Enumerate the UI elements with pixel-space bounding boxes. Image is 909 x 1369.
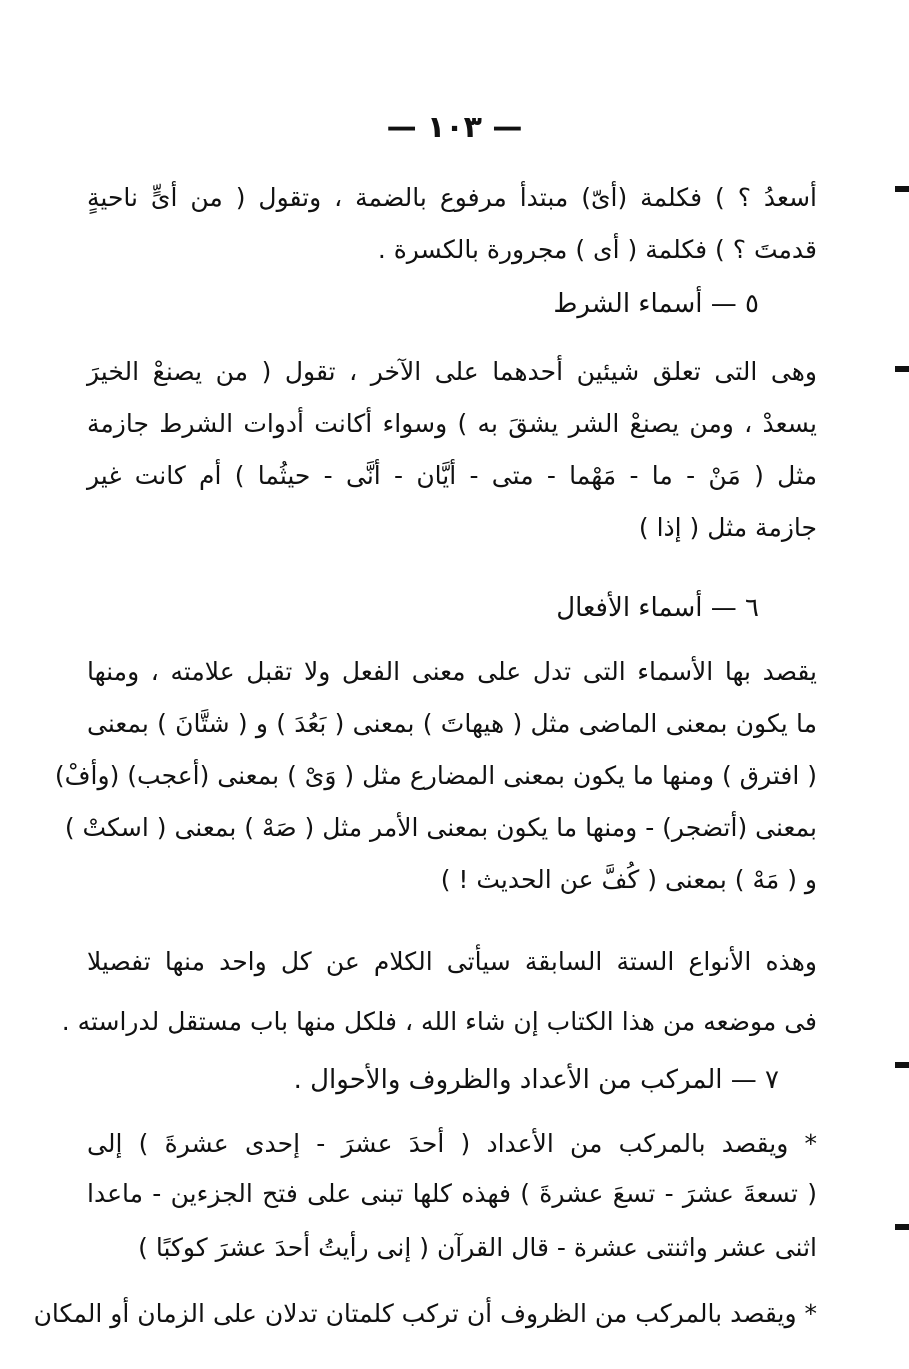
section-heading-5: ٥ — أسماء الشرط [553, 289, 759, 319]
scan-edge-mark [895, 366, 909, 372]
text-line: قدمتَ ؟ ) فكلمة ( أى ) مجرورة بالكسرة . [377, 235, 817, 264]
text-line: * ويقصد بالمركب من الأعداد ( أحدَ عشرَ - إحدى عشرةَ ) إلى [87, 1129, 817, 1158]
page-number: — ١٠٣ — [386, 110, 523, 145]
text-line: اثنى عشر واثنتى عشرة - قال القرآن ( إنى رأيتُ أحدَ عشرَ كوكبًا ) [138, 1233, 817, 1262]
text-line: * ويقصد بالمركب من الظروف أن تركب كلمتان تدلان على الزمان أو المكان [33, 1299, 817, 1328]
text-line: يقصد بها الأسماء التى تدل على معنى الفعل ولا تقبل علامته ، ومنها [87, 657, 817, 686]
text-line: يسعدْ ، ومن يصنعْ الشر يشقَ به ) وسواء أكانت أدوات الشرط جازمة [87, 409, 817, 438]
text-line: جازمة مثل ( إذا ) [638, 513, 817, 542]
section-heading-6: ٦ — أسماء الأفعال [556, 593, 759, 623]
text-line: وهذه الأنواع الستة السابقة سيأتى الكلام عن كل واحد منها تفصيلا [87, 947, 817, 976]
text-line: بمعنى (أتضجر) - ومنها ما يكون بمعنى الأمر مثل ( صَهْ ) بمعنى ( اسكتْ ) [64, 813, 817, 842]
scan-edge-mark [895, 1224, 909, 1230]
text-line: فى موضعه من هذا الكتاب إن شاء الله ، فلكل منها باب مستقل لدراسته . [61, 1007, 817, 1036]
scan-edge-mark [895, 1062, 909, 1068]
text-line: أسعدُ ؟ ) فكلمة (أىّ) مبتدأ مرفوع بالضمة ، وتقول ( من أىٍّ ناحيةٍ [87, 183, 817, 212]
text-line: ما يكون بمعنى الماضى مثل ( هيهاتَ ) بمعنى ( بَعُدَ ) و ( شتَّانَ ) بمعنى [87, 709, 817, 738]
text-line: ( افترق ) ومنها ما يكون بمعنى المضارع مثل ( وَىْ ) بمعنى (أعجب) (وأفْ) [54, 761, 817, 790]
text-line: و ( مَهْ ) بمعنى ( كُفَّ عن الحديث ! ) [440, 865, 817, 894]
text-line: وهى التى تعلق شيئين أحدهما على الآخر ، تقول ( من يصنعْ الخيرَ [87, 357, 817, 386]
text-line: مثل ( مَنْ - ما - مَهْما - متى - أيَّان - أنَّى - حيثُما ) أم كانت غير [87, 461, 817, 490]
scan-edge-mark [895, 186, 909, 192]
section-heading-7: ٧ — المركب من الأعداد والظروف والأحوال . [293, 1065, 779, 1095]
text-line: ( تسعةَ عشرَ - تسعَ عشرةَ ) فهذه كلها تبنى على فتح الجزءين - ماعدا [87, 1179, 817, 1208]
